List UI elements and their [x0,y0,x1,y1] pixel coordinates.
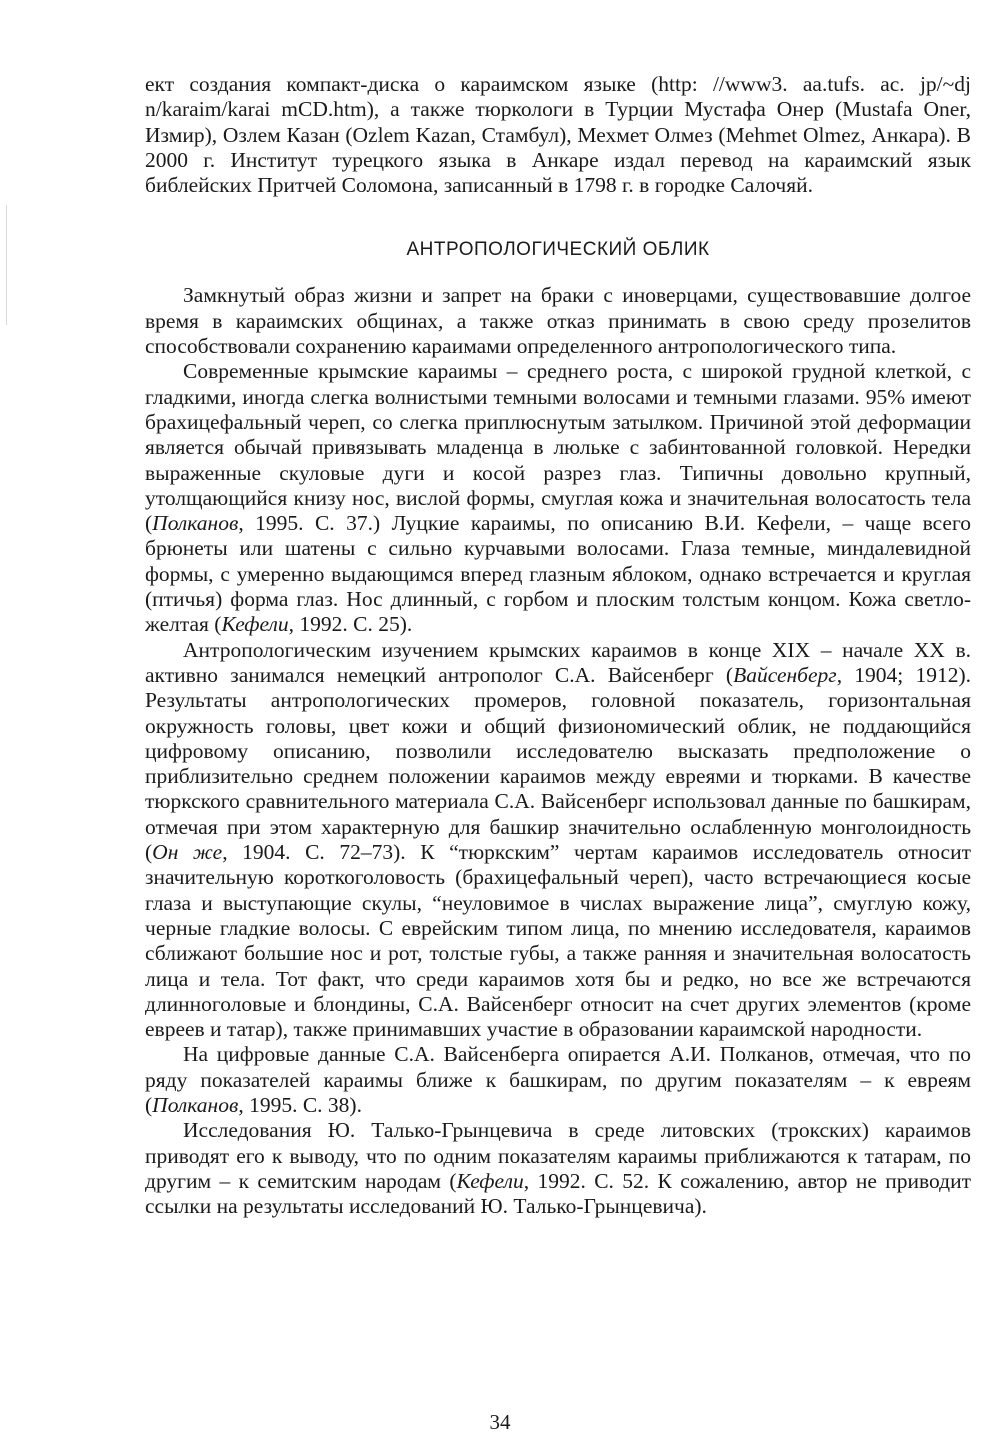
paragraph-4 [145,1042,971,1118]
citation-author: Полканов [152,511,239,536]
paragraph-3-text-c: , 1904. С. 72–73). К “тюркским” чертам караимов исследователь относит значительную короткоголовость (брахицефальный череп), часто встречающиеся косые глаза и выступающие скулы, “неуловимое в числах выражение лица”, смуглую кожу, черные гладкие волосы. С еврейским типом лица, по мнению исследователя, караимов сближают большие нос и рот, толстые губы, а также ранняя и значительная волосатость лица и тела. Тот факт, что среди караимов хотя бы и редко, но все же встречаются длинноголовые и блондины, С.А. Вайсенберг относит на счет других элементов (кроме евреев и татар), также принимавших участие в образовании караимской народности. [145,840,972,1042]
paragraph-3 [145,638,971,1043]
citation-author: Кефели [221,612,289,637]
citation-author: Кефели [456,1168,524,1193]
paragraph-1: Замкнутый образ жизни и запрет на браки с иноверцами, существовавшие долгое время в караимских общинах, а также отказ принимать в свою среду прозелитов способствовали сохранению караимами определенного антропологического типа. [145,283,971,359]
section-heading: АНТРОПОЛОГИЧЕСКИЙ ОБЛИК [406,239,710,261]
citation-author: Он же [152,840,223,865]
paragraph-3-text-b: , 1904; 1912). Результаты антропологических промеров, головной показатель, горизонтальная окружность головы, цвет кожи и общий физиономический облик, не поддающийся цифровому описанию, позволили исследователю высказать предположение о приблизительно среднем положении караимов между евреями и тюрками. В качестве тюркского сравнительного материала С.А. Вайсенберг использовал данные по башкирам, отмечая при этом характерную для башкир значительно ослабленную монголоидность ( [145,662,971,865]
scan-edge-mark [6,205,7,325]
paragraph-2-text-c: , 1992. С. 25). [288,612,413,637]
paragraph-5 [145,1118,971,1219]
page-number: 34 [489,1410,511,1434]
paragraph-5-text-b: , 1992. С. 52. К сожалению, автор не приводит ссылки на результаты исследований Ю. Талько-Грынцевича). [145,1168,971,1219]
paragraph-2-text-b: , 1995. С. 37.) Луцкие караимы, по описанию В.И. Кефели, – чаще всего брюнеты или шатены с сильно курчавыми волосами. Глаза темные, миндалевидной формы, с умеренно выдающимся вперед глазным яблоком, однако встречается и круглая (птичья) форма глаз. Нос длинный, с горбом и плоским толстым концом. Кожа светло-желтая ( [145,511,971,637]
paragraph-2 [145,359,971,637]
citation-author: Вайсенберг [733,662,837,687]
paragraph-4-text-b: , 1995. С. 38). [238,1092,362,1117]
paragraph-3-text-a: Антропологическим изучением крымских караимов в конце XIX – начале XX в. активно занимался немецкий антрополог С.А. Вайсенберг ( [145,637,971,687]
citation-author: Полканов [152,1092,239,1117]
page-body [145,72,971,1219]
paragraph-2-text-a: Современные крымские караимы – среднего роста, с широкой грудной клеткой, с гладкими, иногда слегка волнистыми темными волосами и темными глазами. 95% имеют брахицефальный череп, со слегка приплюснутым затылком. Причиной этой деформации является обычай привязывать младенца в люльке с забинтованной головкой. Нередки выраженные скуловые дуги и косой разрез глаз. Типичны довольно крупный, утолщающийся книзу нос, вислой формы, смуглая кожа и значительная волосатость тела ( [145,359,971,536]
paragraph-5-text-a: Исследования Ю. Талько-Грынцевича в среде литовских (трокских) караимов приводят его к выводу, что по одним показателям караимы приближаются к татарам, по другим – к семитским народам ( [145,1118,971,1193]
paragraph-4-text-a: На цифровые данные С.А. Вайсенберга опирается А.И. Полканов, отмечая, что по ряду показателей караимы ближе к башкирам, по другим показателям – к евреям ( [145,1042,971,1117]
paragraph-continuation: ект создания компакт-диска о караимском языке (http: //www3. aa.tufs. ac. jp/~dj n/karaim/karai mCD.htm), а также тюркологи в Турции Мустафа Онер (Mustafa Oner, Измир), Озлем Казан (Ozlem Kazan, Стамбул), Мехмет Олмез (Mehmet Olmez, Анкара). В 2000 г. Институт турецкого языка в Анкаре издал перевод на караимский язык библейских Притчей Соломона, записанный в 1798 г. в городке Салочяй. [145,72,971,198]
